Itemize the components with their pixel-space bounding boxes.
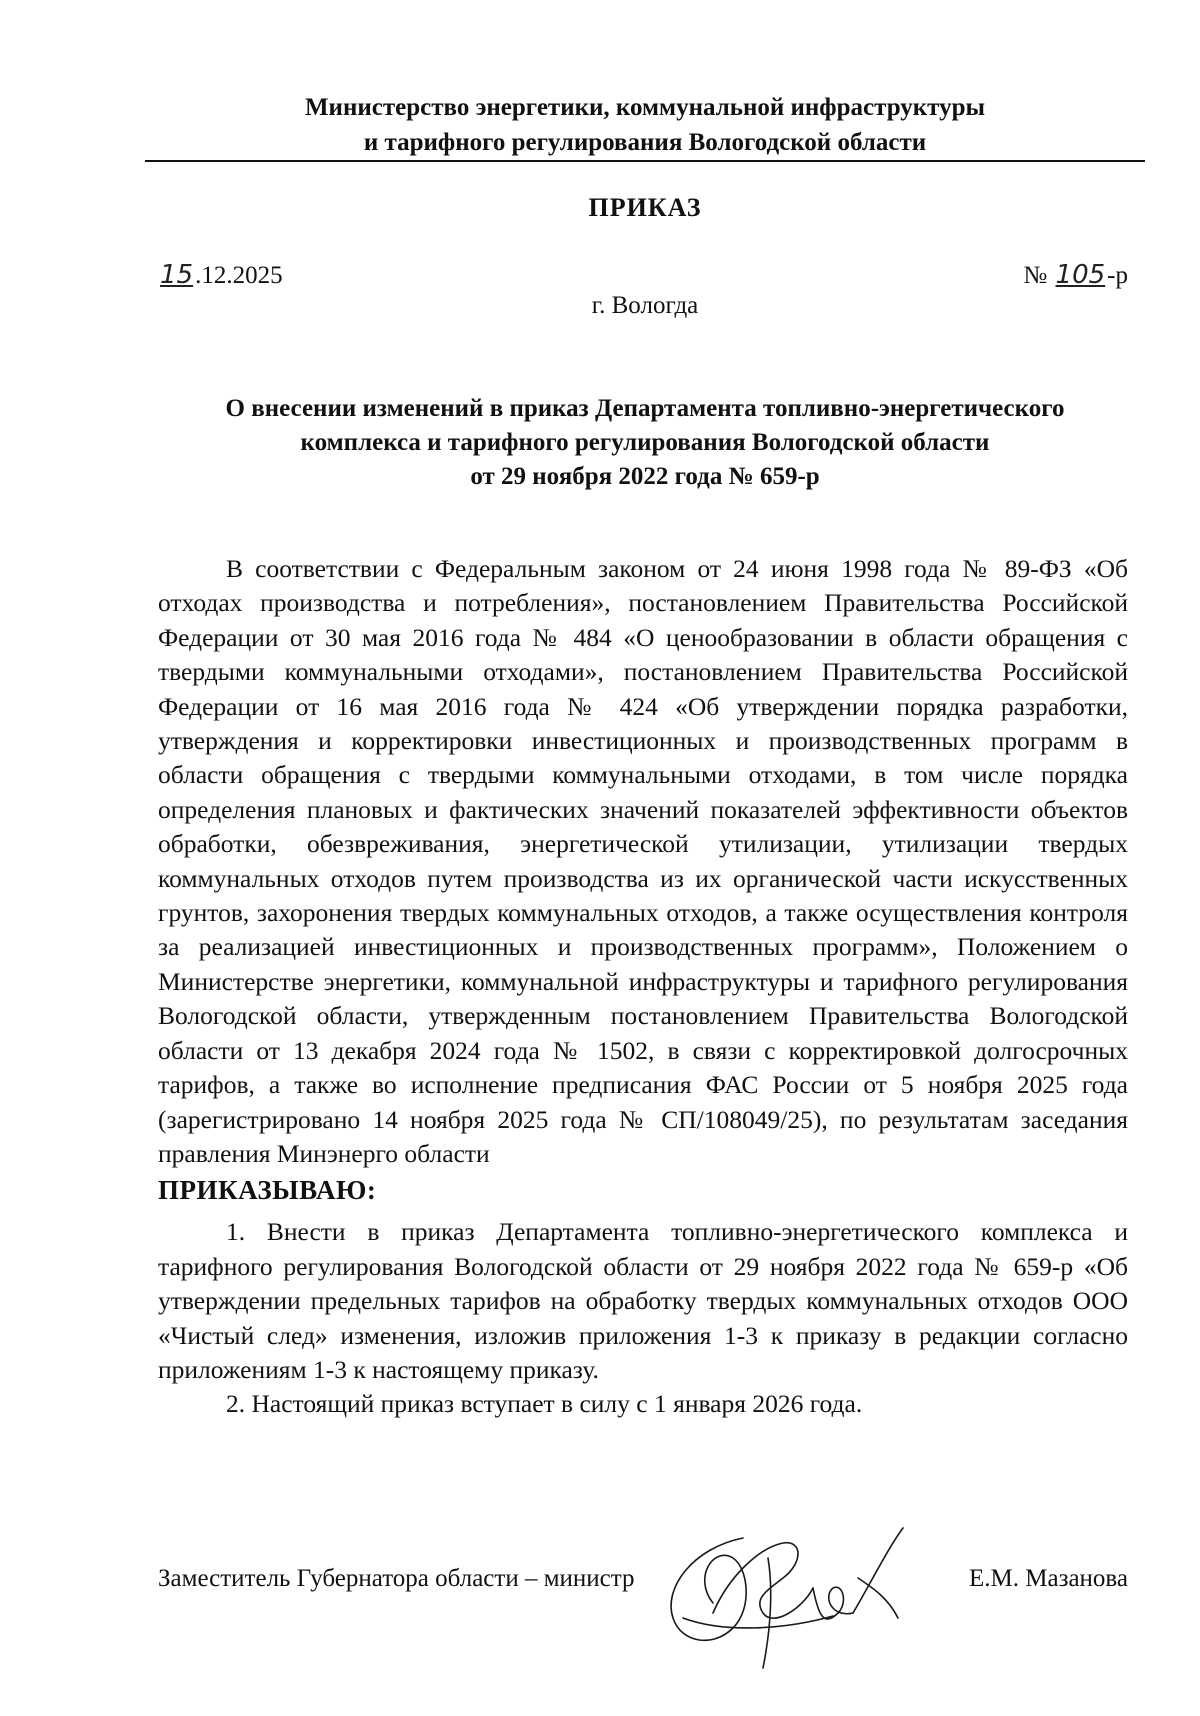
document-subject — [145, 392, 1145, 494]
number-suffix: -р — [1107, 262, 1128, 289]
document-body — [158, 552, 1128, 1422]
subject-line-2: комплекса и тарифного регулирования Вологодской области — [300, 429, 990, 456]
date-rest: .12.2025 — [195, 262, 283, 289]
order-item-1: 1. Внести в приказ Департамента топливно-энергетического комплекса и тарифного регулирования Вологодской области от 29 ноября 2022 года № 659-р «Об утверждении предельных тарифов на обработку твердых коммунальных отходов ООО «Чистый след» изменения, изложив приложения 1-3 к приказу в редакции согласно приложениям 1-3 к настоящему приказу. — [158, 1217, 1128, 1384]
header-divider — [145, 160, 1145, 162]
preamble-paragraph: В соответствии с Федеральным законом от 24 июня 1998 года № 89-ФЗ «Об отходах производства и потребления», постановлением Правительства Российской Федерации от 30 мая 2016 года № 484 «О ценообразовании в области обращения с твердыми коммунальными отходами», постановлением Правительства Российской Федерации от 16 мая 2016 года № 424 «Об утверждении порядка разработки, утверждения и корректировки инвестиционных и производственных программ в области обращения с твердыми коммунальными отходами, в том числе порядка определения плановых и фактических значений показателей эффективности объектов обработки, обезвреживания, энергетической утилизации, утилизации твердых коммунальных отходов путем производства из их органической части искусственных грунтов, захоронения твердых коммунальных отходов, а также осуществления контроля за реализацией инвестиционных и производственных программ», Положением о Министерстве энергетики, коммунальной инфраструктуры и тарифного регулирования Вологодской области, утвержденным постановлением Правительства Вологодской области от 13 декабря 2024 года № 1502, в связи с корректировкой долгосрочных тарифов, а также во исполнение предписания ФАС России от 5 ноября 2025 года (зарегистрировано 14 ноября 2025 года № СП/108049/25), по результатам заседания правления Минэнерго области — [158, 554, 1128, 1168]
document-type: ПРИКАЗ — [588, 193, 702, 222]
signature-block — [158, 1548, 1128, 1698]
ministry-line-1: Министерство энергетики, коммунальной инфраструктуры — [304, 94, 986, 121]
handwritten-signature — [653, 1518, 913, 1688]
subject-line-3: от 29 ноября 2022 года № 659-р — [470, 463, 820, 490]
number-handwritten: 105 — [1055, 260, 1106, 290]
order-item-2: 2. Настоящий приказ вступает в силу с 1 января 2026 года. — [226, 1389, 863, 1419]
ministry-header — [145, 90, 1145, 160]
date-day-handwritten: 15 — [160, 260, 194, 290]
subject-line-1: О внесении изменений в приказ Департамента топливно-энергетического — [225, 395, 1065, 422]
decree-word: ПРИКАЗЫВАЮ: — [158, 1175, 377, 1206]
document-city: г. Вологда — [591, 292, 699, 319]
number-prefix: № — [1023, 262, 1054, 289]
signatory-role: Заместитель Губернатора области – министр — [158, 1565, 635, 1592]
signatory-name: Е.М. Мазанова — [969, 1565, 1128, 1592]
document-date — [158, 260, 283, 290]
document-number — [1023, 260, 1128, 290]
ministry-line-2: и тарифного регулирования Вологодской области — [363, 129, 927, 156]
